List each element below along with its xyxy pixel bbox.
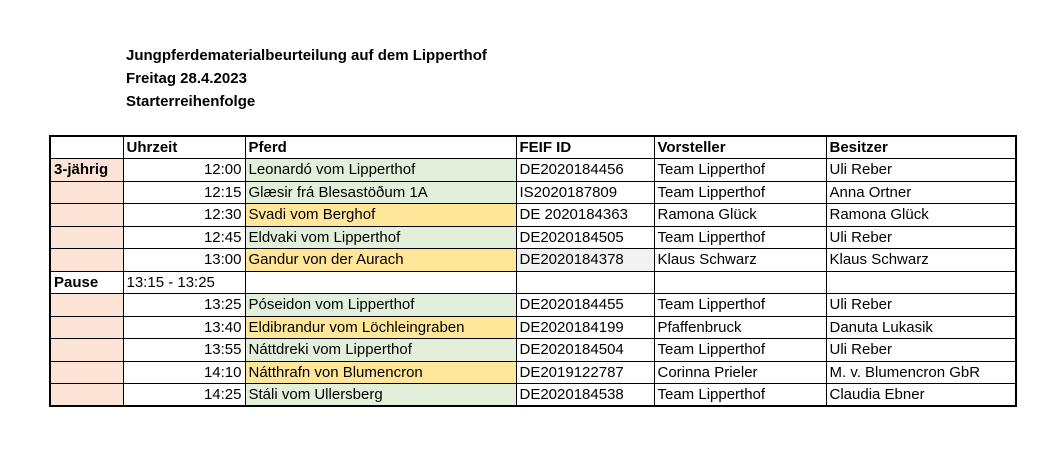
- group-cell: [50, 339, 123, 362]
- group-cell: [50, 226, 123, 249]
- horse-cell: [245, 271, 516, 294]
- feif-id-cell: DE2020184455: [516, 294, 654, 317]
- time-cell: 14:10: [123, 361, 245, 384]
- presenter-cell: Team Lipperthof: [654, 384, 826, 407]
- table-row: [50, 271, 1016, 294]
- presenter-cell: Team Lipperthof: [654, 226, 826, 249]
- document-heading: [126, 44, 487, 113]
- group-cell: [50, 361, 123, 384]
- owner-cell: Ramona Glück: [826, 204, 1016, 227]
- horse-cell: Póseidon vom Lipperthof: [245, 294, 516, 317]
- presenter-cell: Team Lipperthof: [654, 159, 826, 182]
- header-time: Uhrzeit: [123, 136, 245, 159]
- time-cell: 13:15 - 13:25: [123, 271, 245, 294]
- group-cell: Pause: [50, 271, 123, 294]
- presenter-cell: Ramona Glück: [654, 204, 826, 227]
- horse-cell: Leonardó vom Lipperthof: [245, 159, 516, 182]
- horse-cell: Náttdreki vom Lipperthof: [245, 339, 516, 362]
- time-cell: 12:30: [123, 204, 245, 227]
- owner-cell: Klaus Schwarz: [826, 249, 1016, 272]
- time-cell: 13:55: [123, 339, 245, 362]
- time-cell: 14:25: [123, 384, 245, 407]
- header-group: [50, 136, 123, 159]
- header-horse: Pferd: [245, 136, 516, 159]
- owner-cell: [826, 271, 1016, 294]
- time-cell: 12:00: [123, 159, 245, 182]
- presenter-cell: Team Lipperthof: [654, 181, 826, 204]
- group-cell: [50, 204, 123, 227]
- event-date: Freitag 28.4.2023: [126, 70, 247, 87]
- presenter-cell: Team Lipperthof: [654, 339, 826, 362]
- owner-cell: Uli Reber: [826, 339, 1016, 362]
- feif-id-cell: DE2020184378: [516, 249, 654, 272]
- group-cell: 3-jährig: [50, 159, 123, 182]
- table-body: [50, 136, 1016, 406]
- table-row: [50, 226, 1016, 249]
- presenter-cell: Pfaffenbruck: [654, 316, 826, 339]
- presenter-cell: Team Lipperthof: [654, 294, 826, 317]
- feif-id-cell: DE2020184199: [516, 316, 654, 339]
- owner-cell: Anna Ortner: [826, 181, 1016, 204]
- group-cell: [50, 249, 123, 272]
- horse-cell: Eldvaki vom Lipperthof: [245, 226, 516, 249]
- header-owner: Besitzer: [826, 136, 1016, 159]
- header-presenter: Vorsteller: [654, 136, 826, 159]
- table-row: [50, 316, 1016, 339]
- owner-cell: Uli Reber: [826, 159, 1016, 182]
- feif-id-cell: DE2019122787: [516, 361, 654, 384]
- feif-id-cell: DE2020184538: [516, 384, 654, 407]
- time-cell: 12:45: [123, 226, 245, 249]
- horse-cell: Eldibrandur vom Löchleingraben: [245, 316, 516, 339]
- feif-id-cell: DE 2020184363: [516, 204, 654, 227]
- presenter-cell: [654, 271, 826, 294]
- owner-cell: Claudia Ebner: [826, 384, 1016, 407]
- schedule-subtitle: Starterreihenfolge: [126, 93, 256, 110]
- group-cell: [50, 181, 123, 204]
- presenter-cell: Klaus Schwarz: [654, 249, 826, 272]
- table-row: [50, 249, 1016, 272]
- event-title: Jungpferdematerialbeurteilung auf dem Lipperthof: [126, 47, 487, 64]
- horse-cell: Svadi vom Berghof: [245, 204, 516, 227]
- time-cell: 13:00: [123, 249, 245, 272]
- owner-cell: Uli Reber: [826, 294, 1016, 317]
- table-row: [50, 204, 1016, 227]
- feif-id-cell: DE2020184505: [516, 226, 654, 249]
- table-row: [50, 294, 1016, 317]
- feif-id-cell: DE2020184456: [516, 159, 654, 182]
- time-cell: 13:25: [123, 294, 245, 317]
- owner-cell: Uli Reber: [826, 226, 1016, 249]
- feif-id-cell: IS2020187809: [516, 181, 654, 204]
- table-row: [50, 159, 1016, 182]
- horse-cell: Stáli vom Ullersberg: [245, 384, 516, 407]
- table-row: [50, 384, 1016, 407]
- presenter-cell: Corinna Prieler: [654, 361, 826, 384]
- owner-cell: M. v. Blumencron GbR: [826, 361, 1016, 384]
- table-row: [50, 361, 1016, 384]
- time-cell: 12:15: [123, 181, 245, 204]
- horse-cell: Gandur von der Aurach: [245, 249, 516, 272]
- group-cell: [50, 316, 123, 339]
- table-row: [50, 339, 1016, 362]
- feif-id-cell: [516, 271, 654, 294]
- header-feif-id: FEIF ID: [516, 136, 654, 159]
- table-row: [50, 181, 1016, 204]
- table-header-row: [50, 136, 1016, 159]
- group-cell: [50, 384, 123, 407]
- group-cell: [50, 294, 123, 317]
- horse-cell: Nátthrafn von Blumencron: [245, 361, 516, 384]
- owner-cell: Danuta Lukasik: [826, 316, 1016, 339]
- horse-cell: Glæsir frá Blesastöðum 1A: [245, 181, 516, 204]
- time-cell: 13:40: [123, 316, 245, 339]
- starter-order-table: [49, 135, 1017, 407]
- feif-id-cell: DE2020184504: [516, 339, 654, 362]
